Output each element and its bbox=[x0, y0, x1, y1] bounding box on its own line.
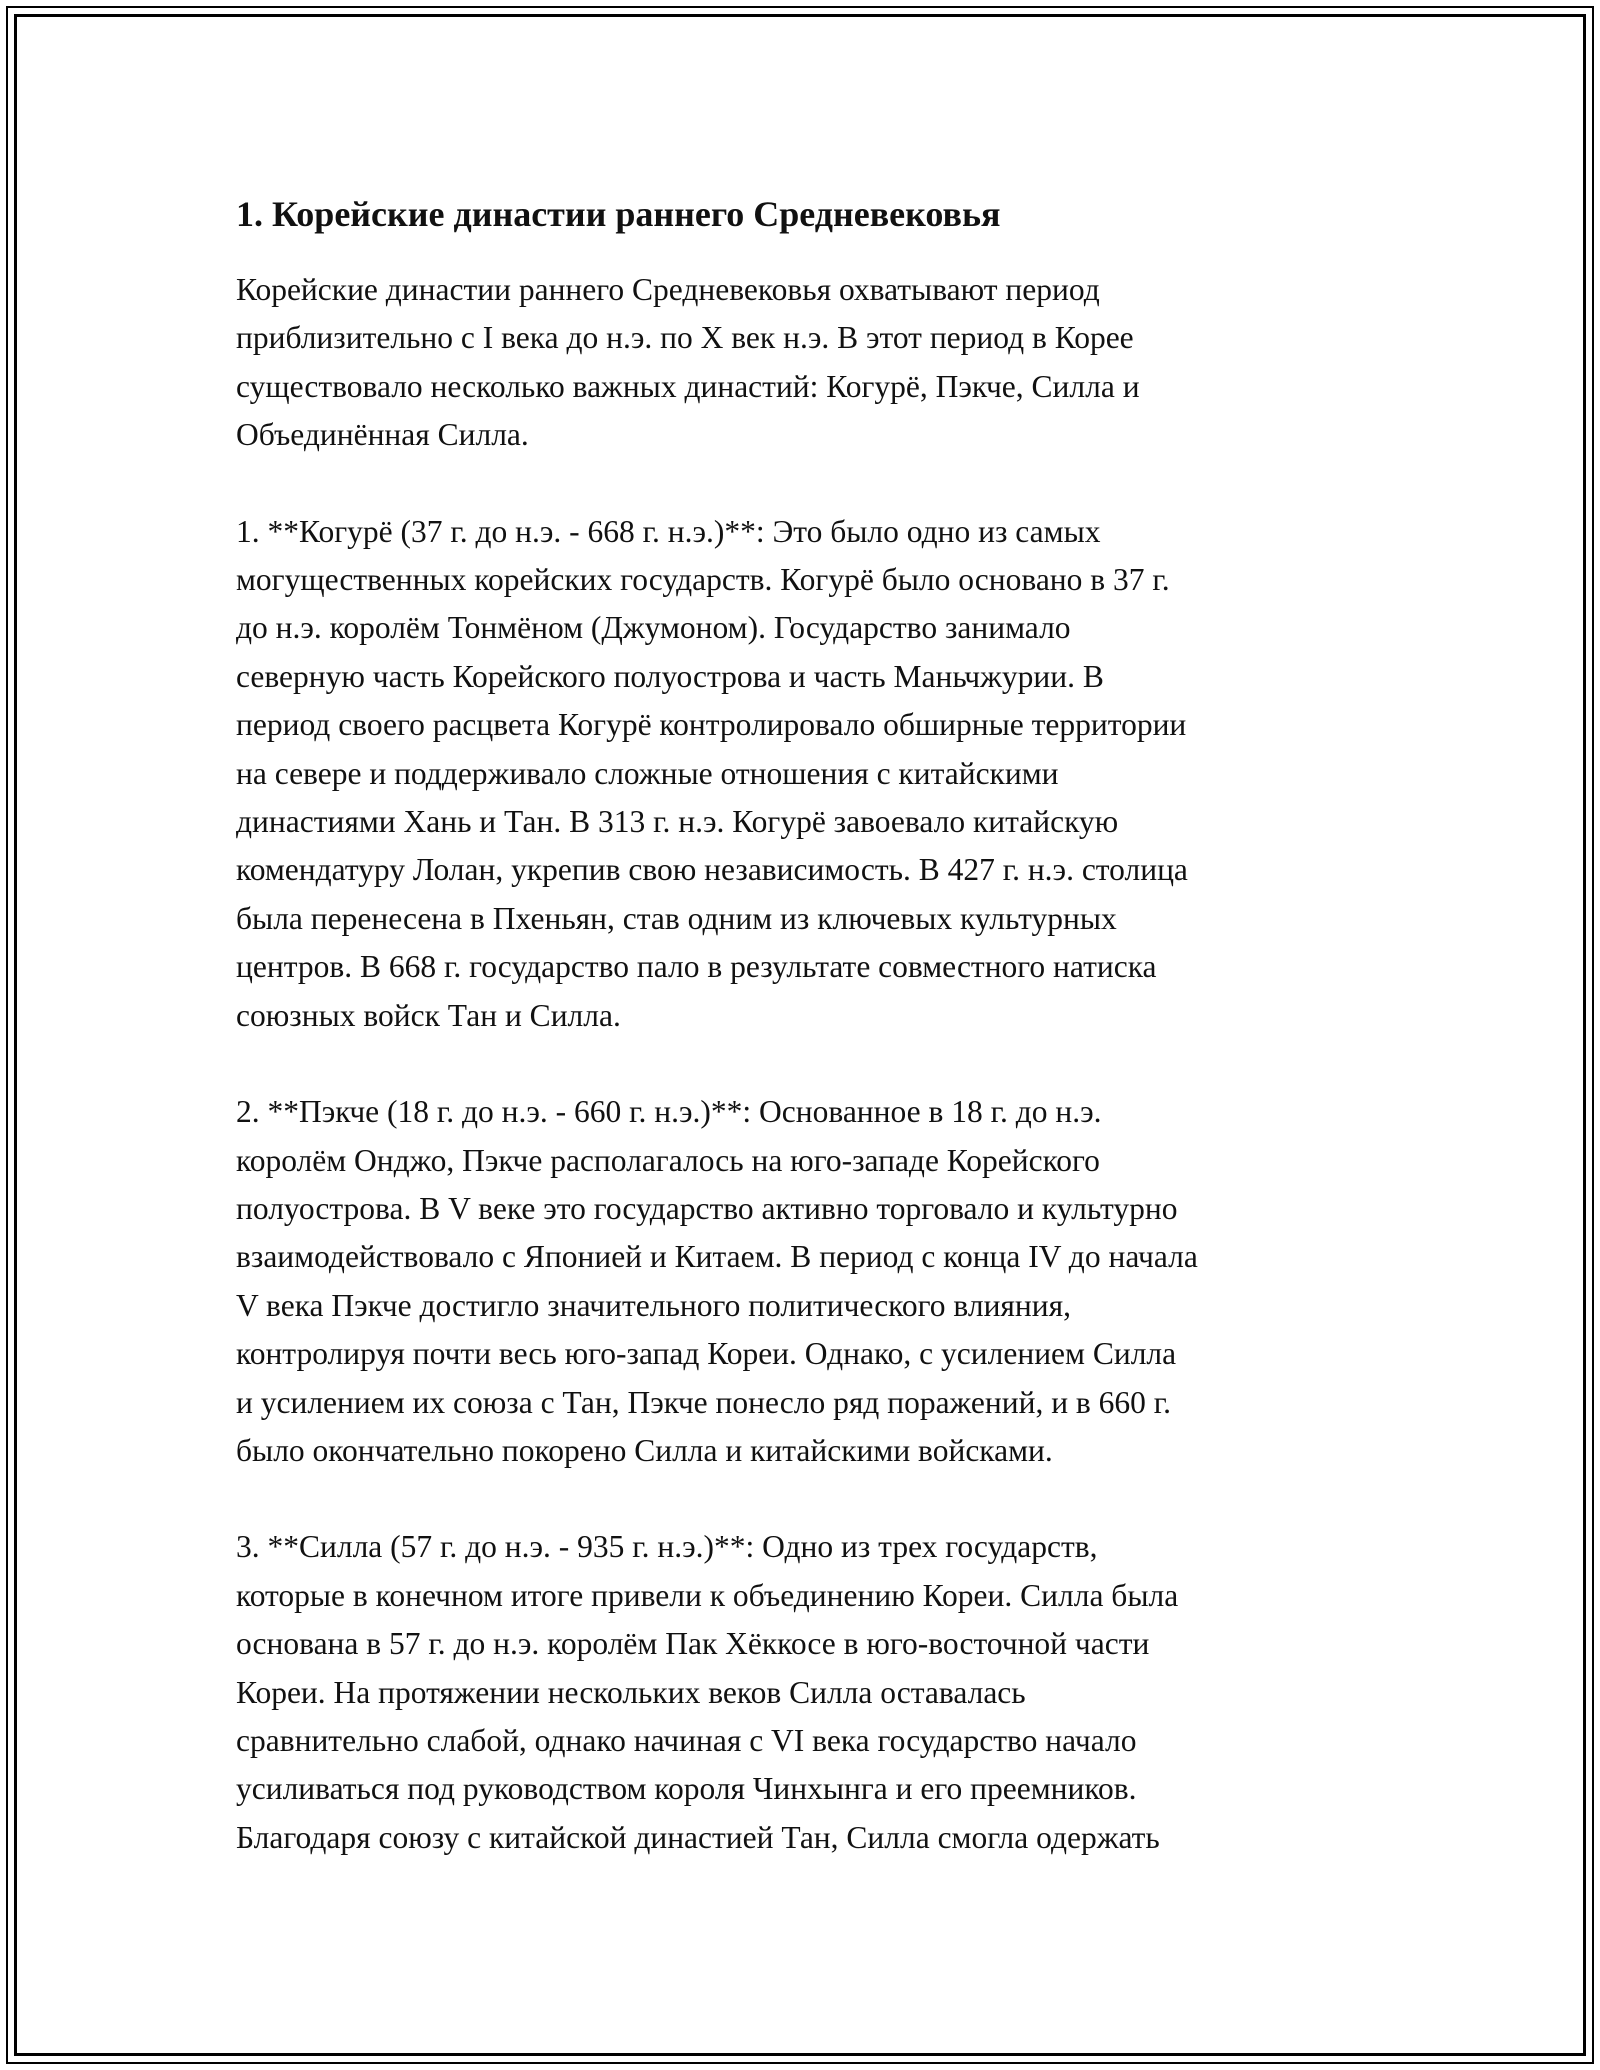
paragraph-silla: 3. **Силла (57 г. до н.э. - 935 г. н.э.)**: Одно из трех государств, которые в конечном итоге привели к объединению Кореи. Силла была основана в 57 г. до н.э. королём Пак Хёккосе в юго-восточной части Кореи. На протяжении нескольких веков Силла оставалась сравнительно слабой, однако начиная с VI века государство начало усиливаться под руководством короля Чинхынга и его преемников. Благодаря союзу с китайской династией Тан, Силла смогла одержать bbox=[236, 1529, 1179, 1855]
document-body bbox=[236, 192, 1366, 1910]
intro-paragraph: Корейские династии раннего Средневековья охватывают период приблизительно с I века до н.э. по X век н.э. В этот период в Корее существовало несколько важных династий: Когурё, Пэкче, Силла и Объединённая Силла. bbox=[236, 272, 1140, 453]
paragraph-baekje: 2. **Пэкче (18 г. до н.э. - 660 г. н.э.)**: Основанное в 18 г. до н.э. королём Онджо, Пэкче располагалось на юго-западе Корейского полуострова. В V веке это государство активно торговало и культурно взаимодействовало с Японией и Китаем. В период с конца IV до начала V века Пэкче достигло значительного политического влияния, контролируя почти весь юго-запад Кореи. Однако, с усилением Силла и усилением их союза с Тан, Пэкче понесло ряд поражений, и в 660 г. было окончательно покорено Силла и китайскими войсками. bbox=[236, 1094, 1198, 1468]
section-heading: 1. Корейские династии раннего Средневековья bbox=[236, 194, 1001, 234]
paragraph-goguryeo: 1. **Когурё (37 г. до н.э. - 668 г. н.э.)**: Это было одно из самых могущественных корейских государств. Когурё было основано в 37 г. до н.э. королём Тонмёном (Джумоном). Государство занимало северную часть Корейского полуострова и часть Маньчжурии. В период своего расцвета Когурё контролировало обширные территории на севере и поддерживало сложные отношения с китайскими династиями Хань и Тан. В 313 г. н.э. Когурё завоевало китайскую комендатуру Лолан, укрепив свою независимость. В 427 г. н.э. столица была перенесена в Пхеньян, став одним из ключевых культурных центров. В 668 г. государство пало в результате совместного натиска союзных войск Тан и Силла. bbox=[236, 513, 1188, 1033]
